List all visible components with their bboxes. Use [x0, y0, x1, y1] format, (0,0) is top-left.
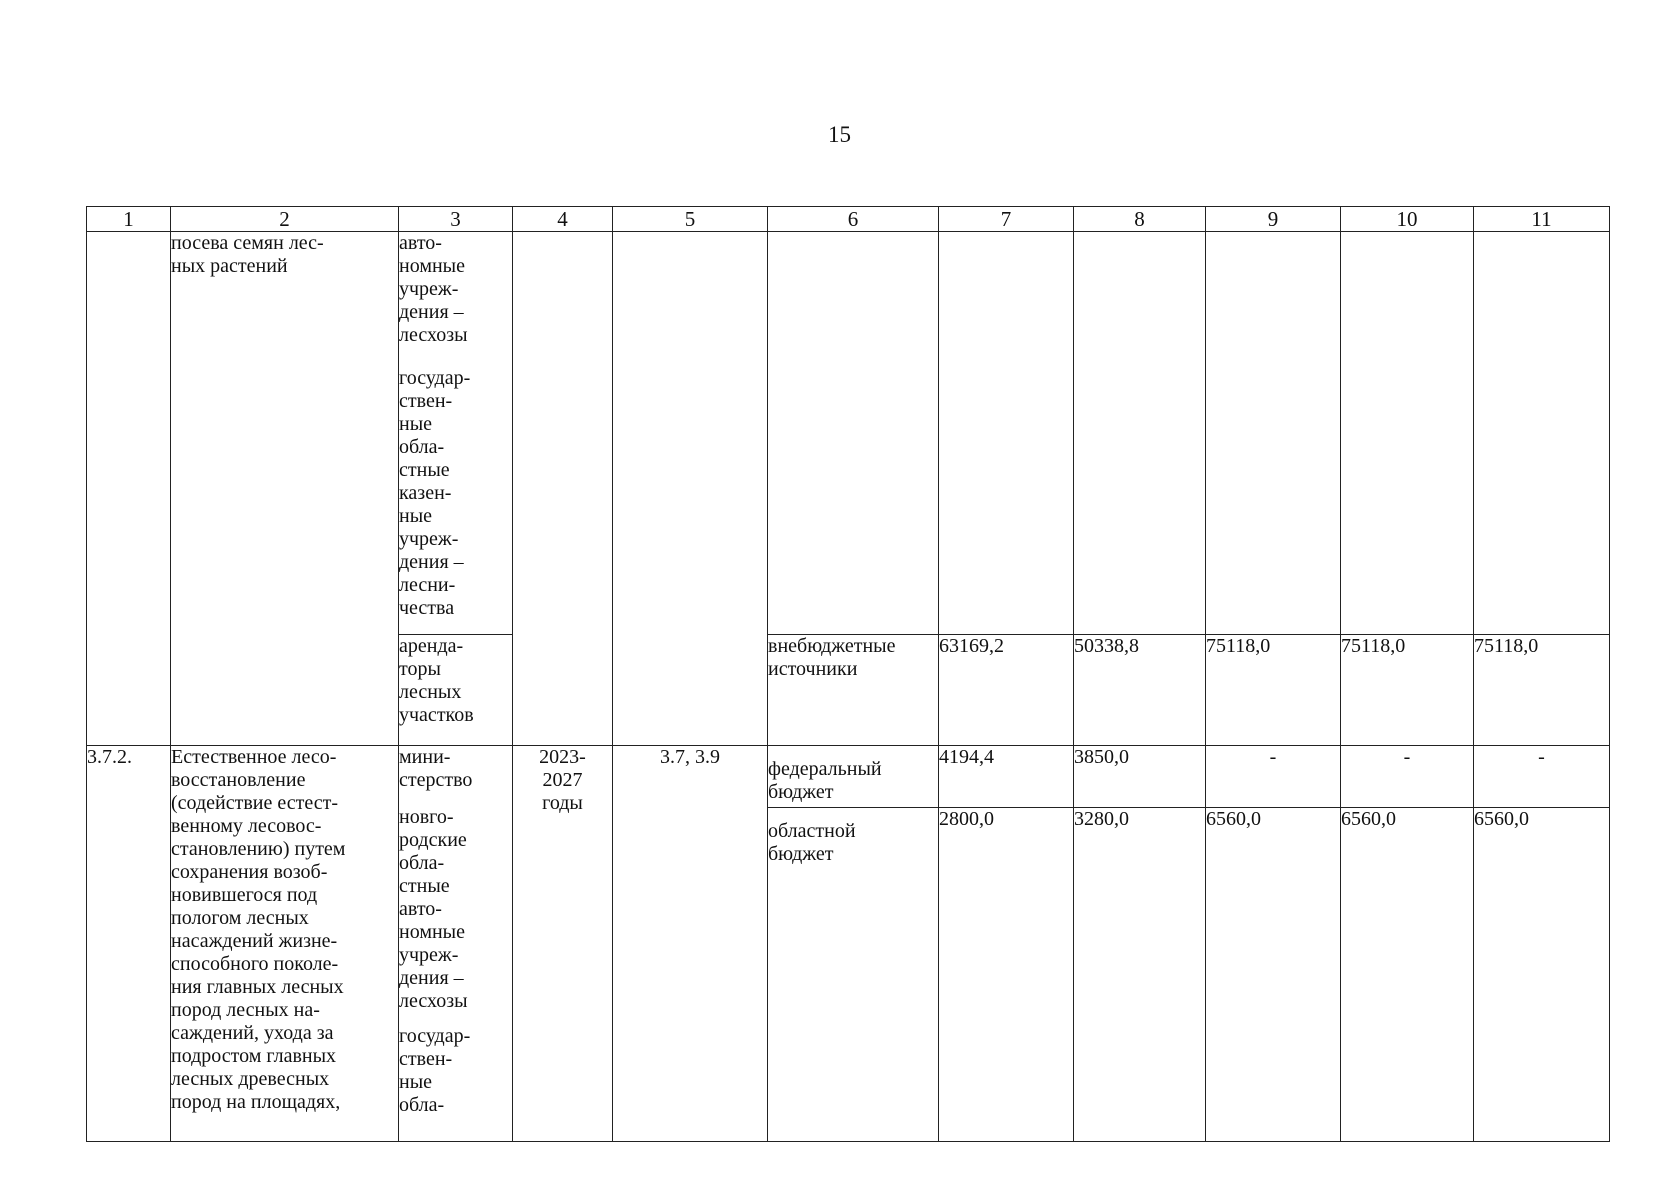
value-cell: -	[1206, 746, 1341, 808]
value-cell: 2800,0	[939, 808, 1074, 1142]
value-cell: 6560,0	[1206, 808, 1341, 1142]
activity-text: Естественное лесо- восстановление (содействие естест- венному лесовос- становлению) путем сохранения возоб- новившегося под пологом лесных насаждений жизне- способного поколе- ния главных лесных пород лесных на- саждений, ухода за подростом главных лесных древесных пород на площадях,	[171, 746, 346, 1113]
value-cell: 6560,0	[1341, 808, 1474, 1142]
executor-cell	[399, 232, 513, 635]
value-cell: 6560,0	[1474, 808, 1610, 1142]
value-cell: 75118,0	[1341, 635, 1474, 746]
value-cell	[1341, 232, 1474, 635]
period-cell	[513, 746, 613, 1142]
value-cell	[1206, 232, 1341, 635]
value-cell: 3280,0	[1074, 808, 1206, 1142]
item-number-cell: 3.7.2.	[87, 746, 171, 1142]
header-cell: 1	[87, 207, 171, 232]
header-cell: 9	[1206, 207, 1341, 232]
header-cell: 2	[171, 207, 399, 232]
header-cell: 6	[768, 207, 939, 232]
period-cell	[513, 232, 613, 746]
executor-cell	[399, 635, 513, 746]
value-cell	[939, 232, 1074, 635]
budget-table	[86, 206, 1610, 1142]
executor-text: авто- номные учреж- дения – лесхозы	[399, 232, 468, 346]
activity-cell	[171, 232, 399, 746]
value-cell: 3850,0	[1074, 746, 1206, 808]
source-text: внебюджетные источники	[768, 635, 896, 680]
header-cell: 10	[1341, 207, 1474, 232]
source-cell	[768, 635, 939, 746]
period-text: 2023- 2027 годы	[539, 746, 586, 814]
executor-text: государ- ствен- ные обла-	[399, 1025, 471, 1116]
value-cell: 63169,2	[939, 635, 1074, 746]
value-cell: 4194,4	[939, 746, 1074, 808]
source-text: федеральный бюджет	[768, 758, 882, 803]
value-cell: 75118,0	[1474, 635, 1610, 746]
value-cell	[1074, 232, 1206, 635]
value-cell: -	[1474, 746, 1610, 808]
executor-cell	[399, 746, 513, 1142]
item-number-cell	[87, 232, 171, 746]
source-text: областной бюджет	[768, 820, 856, 865]
value-cell: -	[1341, 746, 1474, 808]
value-cell: 75118,0	[1206, 635, 1341, 746]
table-row	[87, 232, 1610, 635]
indicator-cell: 3.7, 3.9	[613, 746, 768, 1142]
header-cell: 8	[1074, 207, 1206, 232]
header-cell: 4	[513, 207, 613, 232]
activity-cell	[171, 746, 399, 1142]
header-cell: 5	[613, 207, 768, 232]
executor-text: арендa- торы лесных участков	[399, 635, 474, 726]
source-cell	[768, 232, 939, 635]
column-number-row	[87, 207, 1610, 232]
value-cell	[1474, 232, 1610, 635]
header-cell: 3	[399, 207, 513, 232]
table-row	[87, 746, 1610, 808]
page-number: 15	[828, 122, 851, 147]
value-cell: 50338,8	[1074, 635, 1206, 746]
source-cell	[768, 746, 939, 808]
source-cell	[768, 808, 939, 1142]
executor-text: государ- ствен- ные обла- стные казен- ные учреж- дения – лесни- чества	[399, 367, 471, 619]
indicator-cell	[613, 232, 768, 746]
header-cell: 7	[939, 207, 1074, 232]
header-cell: 11	[1474, 207, 1610, 232]
activity-text: посева семян лес- ных растений	[171, 232, 324, 277]
executor-text: мини- стерство	[399, 746, 473, 791]
executor-text: новго- родские обла- стные авто- номные учреж- дения – лесхозы	[399, 806, 468, 1012]
